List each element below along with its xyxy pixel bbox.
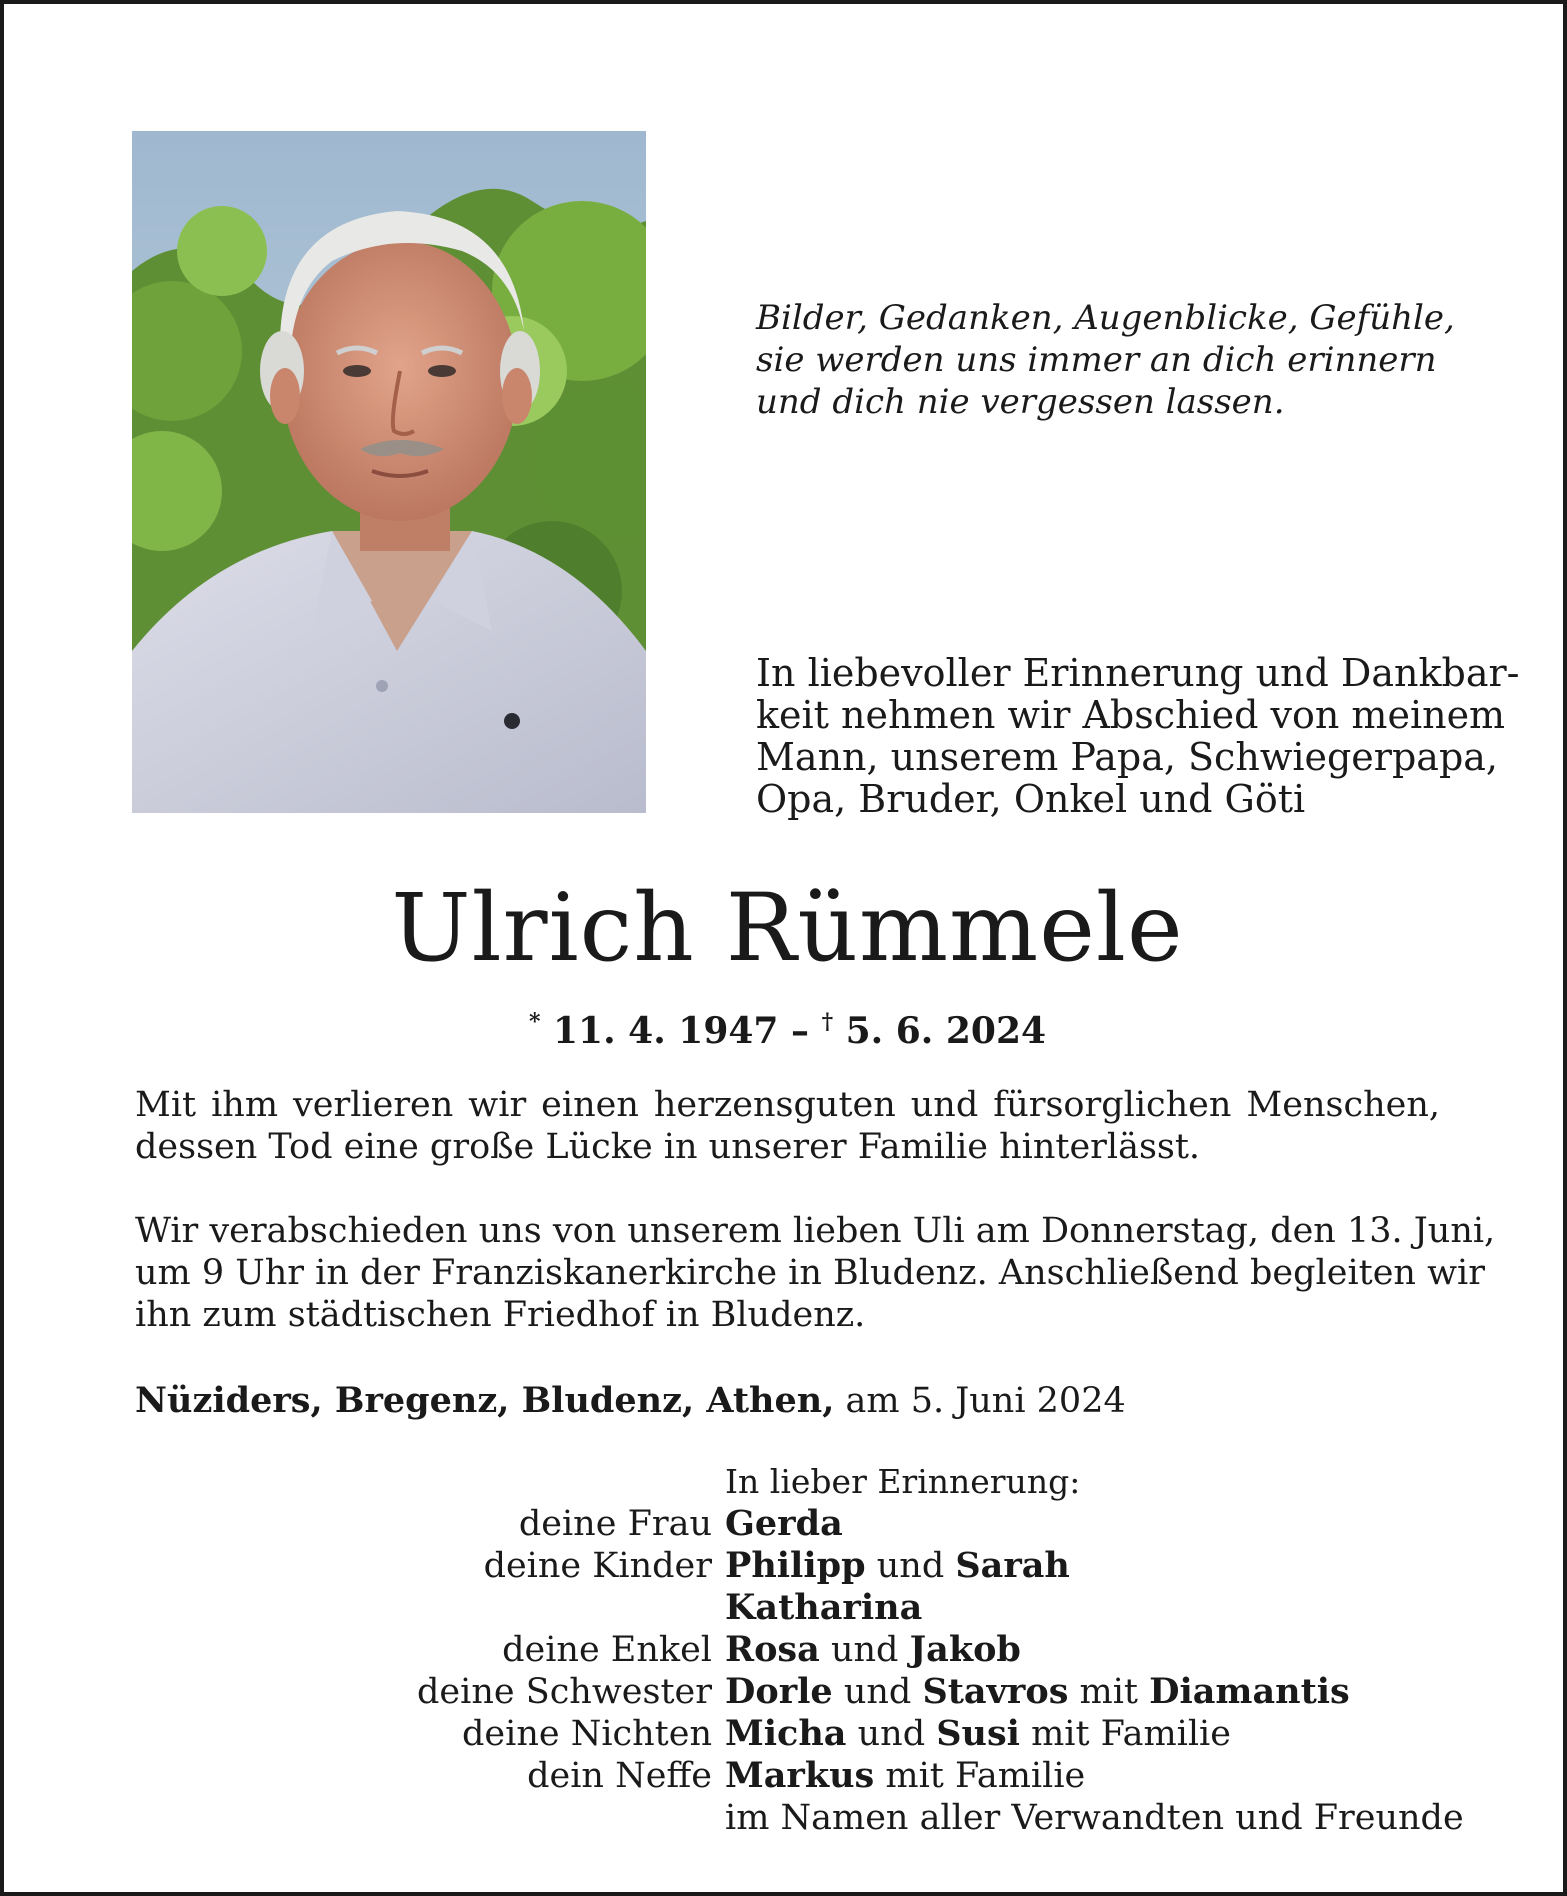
- relation-label: dein Neffe: [527, 1756, 712, 1796]
- connector: und: [832, 1672, 923, 1712]
- relation-names: [725, 1755, 1085, 1797]
- person-name: Stavros: [922, 1671, 1069, 1712]
- person-name: Susi: [936, 1713, 1020, 1754]
- poem-line: Bilder, Gedanken, Augenblicke, Gefühle,: [756, 298, 1455, 338]
- connector: mit: [1068, 1672, 1150, 1712]
- intro-line: Mann, unserem Papa, Schwiegerpapa,: [756, 735, 1499, 779]
- memorial-poem: [756, 297, 1476, 423]
- family-row-nieces: [4, 1713, 1567, 1755]
- relation-label: deine Schwester: [417, 1672, 712, 1712]
- date-separator: –: [778, 1010, 822, 1052]
- funeral-details-paragraph: [135, 1210, 1496, 1336]
- death-symbol: †: [821, 1009, 834, 1035]
- paragraph-line: dessen Tod eine große Lücke in unserer Familie hinterlässt.: [135, 1127, 1201, 1167]
- locations: Nüziders, Bregenz, Bludenz, Athen,: [135, 1380, 835, 1421]
- family-row-children: [4, 1545, 1567, 1587]
- person-name: Katharina: [725, 1587, 923, 1628]
- death-date: 5. 6. 2024: [845, 1010, 1047, 1052]
- portrait-photo-image: [132, 131, 646, 813]
- person-name: Philipp: [725, 1545, 866, 1586]
- relation-names: [725, 1587, 922, 1629]
- poem-line: und dich nie vergessen lassen.: [756, 382, 1285, 422]
- tribute-paragraph: [135, 1084, 1440, 1168]
- portrait-photo: [132, 131, 646, 813]
- relation-names: [725, 1671, 1350, 1713]
- poem-line: sie werden uns immer an dich erinnern: [756, 340, 1437, 380]
- relation-names: [725, 1629, 1021, 1671]
- person-name: Gerda: [725, 1503, 843, 1544]
- connector: und: [865, 1546, 956, 1586]
- person-name: Rosa: [725, 1629, 820, 1670]
- paragraph-line: ihn zum städtischen Friedhof in Bludenz.: [135, 1295, 866, 1335]
- intro-line: In liebevoller Erinnerung und Dankbar-: [756, 651, 1520, 695]
- paragraph-line: Mit ihm verlieren wir einen herzensguten und fürsorglichen Menschen,: [135, 1085, 1440, 1125]
- person-name: Sarah: [955, 1545, 1070, 1586]
- connector: mit Familie: [1019, 1714, 1231, 1754]
- memory-heading: In lieber Erinnerung:: [725, 1462, 1081, 1501]
- family-row-children-2: [4, 1587, 1567, 1629]
- intro-line: Opa, Bruder, Onkel und Göti: [756, 777, 1306, 821]
- life-dates: [4, 1000, 1567, 1053]
- birth-date: 11. 4. 1947: [553, 1010, 779, 1052]
- relation-label: deine Enkel: [502, 1630, 712, 1670]
- notice-date: am 5. Juni 2024: [834, 1381, 1126, 1421]
- relation-label: deine Nichten: [462, 1714, 712, 1754]
- farewell-intro: [756, 651, 1520, 821]
- person-name: Jakob: [909, 1629, 1021, 1670]
- relation-names: [725, 1713, 1231, 1755]
- place-and-date: [135, 1380, 1126, 1422]
- family-row-wife: [4, 1503, 1567, 1545]
- family-row-closing: [4, 1797, 1567, 1839]
- connector: und: [819, 1630, 910, 1670]
- paragraph-line: um 9 Uhr in der Franziskanerkirche in Bludenz. Anschließend begleiten wir: [135, 1253, 1485, 1293]
- person-name: Dorle: [725, 1671, 833, 1712]
- birth-symbol: *: [528, 1009, 541, 1035]
- connector: mit Familie: [874, 1756, 1086, 1796]
- closing-line: im Namen aller Verwandten und Freunde: [725, 1798, 1464, 1838]
- family-row-sister: [4, 1671, 1567, 1713]
- intro-line: keit nehmen wir Abschied von meinem: [756, 693, 1506, 737]
- relation-label: deine Kinder: [483, 1546, 712, 1586]
- relation-label: deine Frau: [518, 1504, 712, 1544]
- person-name: Markus: [725, 1755, 875, 1796]
- connector: und: [846, 1714, 937, 1754]
- person-name: Diamantis: [1149, 1671, 1350, 1712]
- person-name: Micha: [725, 1713, 847, 1754]
- deceased-name: Ulrich Rümmele: [391, 874, 1184, 983]
- family-row-nephew: [4, 1755, 1567, 1797]
- paragraph-line: Wir verabschieden uns von unserem lieben Uli am Donnerstag, den 13. Juni,: [135, 1211, 1496, 1251]
- family-row-grandchildren: [4, 1629, 1567, 1671]
- relation-names: [725, 1545, 1070, 1587]
- relation-names: [725, 1503, 843, 1545]
